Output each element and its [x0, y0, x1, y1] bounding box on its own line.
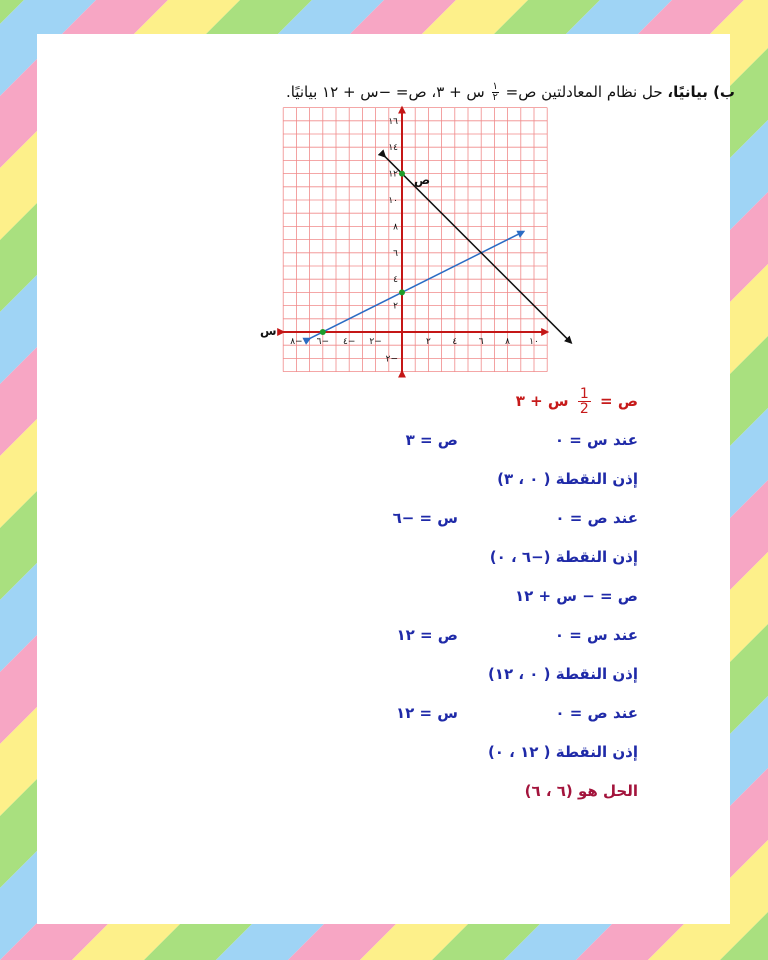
intercept-point: [320, 329, 326, 335]
equation-1-fraction: [578, 387, 591, 416]
equation-1-lhs: ص =: [600, 392, 638, 410]
point-2-text: إذن النقطة (−٦ ، ٠): [489, 548, 638, 566]
x-tick-label: ٢: [425, 337, 431, 347]
problem-fraction: [492, 82, 499, 103]
y-tick-label: ١٤: [388, 143, 398, 154]
step-row-1-result: ص = ٣: [405, 431, 458, 449]
point-4-text: إذن النقطة ( ١٢ ، ٠): [487, 743, 638, 761]
step-row-3-result: ص = ١٢: [396, 626, 458, 644]
tick-labels: [290, 117, 539, 365]
equation-2: [318, 577, 638, 616]
point-row-3: [318, 655, 638, 694]
solution-steps: [318, 382, 638, 811]
problem-fraction-denominator: ٢: [492, 92, 498, 103]
x-tick-label: ٤−: [343, 337, 356, 347]
step-row-3: [318, 616, 638, 655]
point-row-2: [318, 538, 638, 577]
y-tick-label: ٨: [393, 222, 398, 233]
equation-2-text: ص = − س + ١٢: [514, 587, 638, 605]
line-y-half-x-plus-3: [310, 232, 524, 339]
step-row-2-result: س = −٦: [392, 509, 458, 527]
x-tick-label: ٨−: [290, 337, 303, 347]
y-tick-label: ١٠: [388, 196, 398, 206]
point-row-1: [318, 460, 638, 499]
coordinate-graph: [244, 116, 584, 375]
step-row-3-condition: عند س = ٠: [554, 626, 638, 644]
problem-text-before: حل نظام المعادلتين ص=: [505, 83, 663, 101]
x-tick-label: ٦−: [316, 337, 329, 347]
y-tick-label: ١٢: [388, 169, 398, 180]
step-row-1-condition: عند س = ٠: [554, 431, 638, 449]
step-row-4-result: س = ١٢: [395, 704, 458, 722]
x-axis-label: س: [260, 324, 277, 338]
y-axis-label: ص: [414, 173, 431, 187]
line-y-minus-x-plus-12: [385, 156, 571, 342]
part-label: ب) بيانيًا،: [667, 83, 735, 101]
equation-1-rhs: س + ٣: [515, 392, 569, 410]
problem-text-after: س + ٣، ص= −س + ١٢ بيانيًا.: [285, 83, 485, 101]
answer-value: (٦ ، ٦): [524, 782, 573, 800]
point-3-text: إذن النقطة ( ٠ ، ١٢): [487, 665, 638, 683]
y-tick-label: ٤: [393, 275, 398, 286]
x-tick-label: ١٠: [529, 337, 539, 347]
step-row-2-condition: عند ص = ٠: [555, 509, 638, 527]
y-tick-label: ١٦: [388, 116, 398, 127]
step-row-2: [318, 499, 638, 538]
x-tick-label: ٤: [452, 337, 458, 347]
step-row-4: [318, 694, 638, 733]
problem-statement: [175, 82, 735, 103]
point-1-text: إذن النقطة ( ٠ ، ٣): [497, 470, 638, 488]
equation-1: [318, 382, 638, 421]
x-tick-label: ٢−: [369, 337, 382, 347]
intercept-point: [399, 289, 405, 295]
intercept-point: [399, 171, 405, 177]
y-tick-label: ٢: [393, 301, 398, 312]
final-answer: [318, 772, 638, 811]
x-tick-label: ٦: [478, 337, 484, 347]
equation-1-fraction-denominator: 2: [579, 401, 589, 417]
y-tick-label: ٢−: [385, 354, 398, 365]
answer-label: الحل هو: [578, 782, 638, 800]
step-row-1: [318, 421, 638, 460]
point-row-4: [318, 733, 638, 772]
equation-1-fraction-numerator: 1: [579, 386, 589, 402]
y-tick-label: ٦: [393, 248, 398, 259]
step-row-4-condition: عند ص = ٠: [555, 704, 638, 722]
problem-fraction-numerator: ١: [492, 81, 498, 92]
x-tick-label: ٨: [505, 337, 511, 347]
